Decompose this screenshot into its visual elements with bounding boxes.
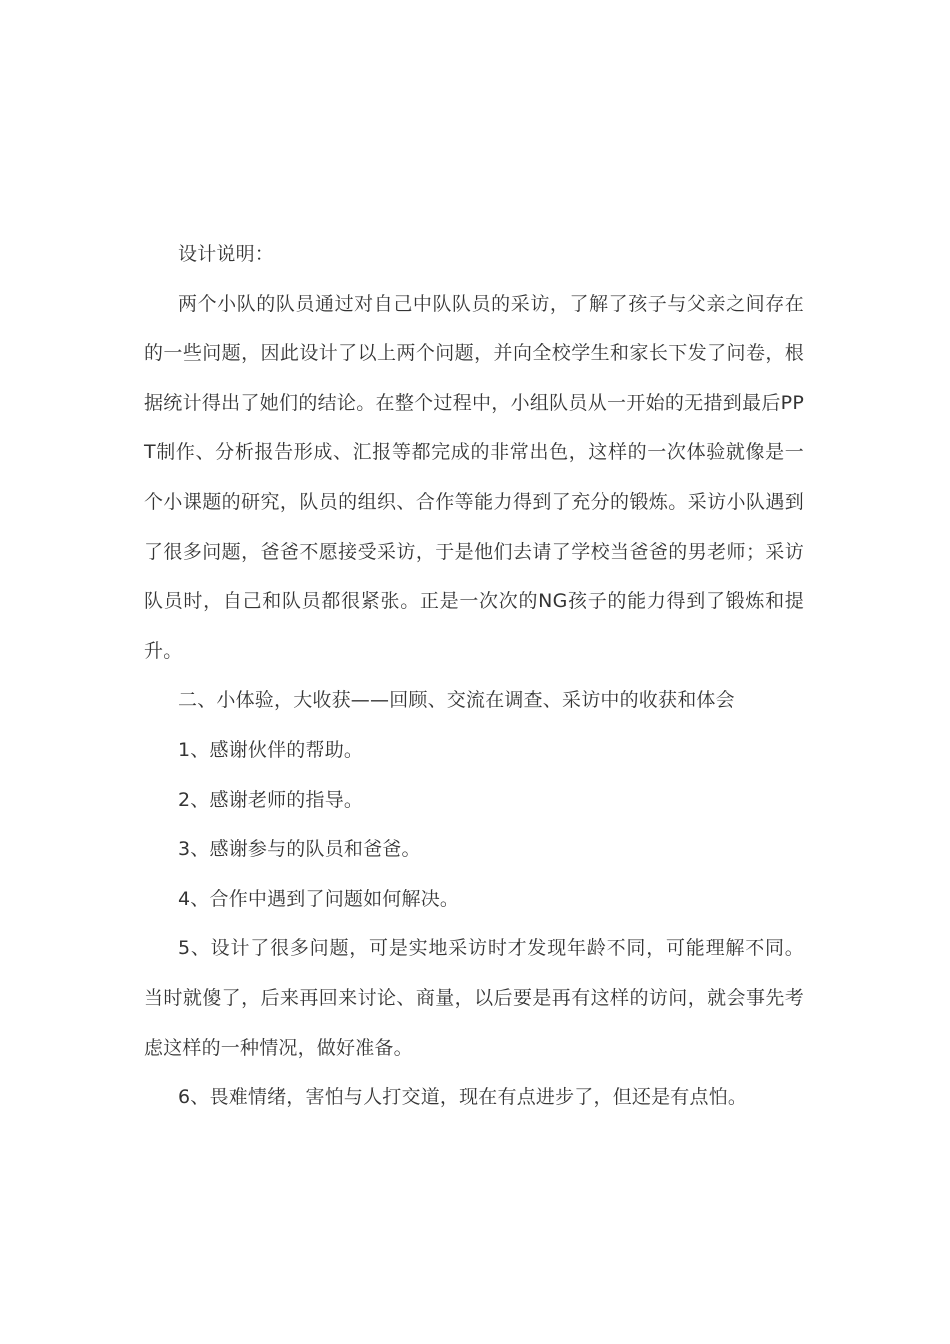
list-item-4: 4、合作中遇到了问题如何解决。 — [178, 887, 460, 910]
paragraph-design-description: 两个小队的队员通过对自己中队队员的采访，了解了孩子与父亲之间存在的一些问题，因此设计了以上两个问题，并向全校学生和家长下发了问卷，根据统计得出了她们的结论。在整个过程中，小组队员从一开始的无措到最后PPT制作、分析报告形成、汇报等都完成的非常出色，这样的一次体验就像是一个小课题的研究，队员的组织、合作等能力得到了充分的锻炼。采访小队遇到了很多问题，爸爸不愿接受采访，于是他们去请了学校当爸爸的男老师；采访队员时，自己和队员都很紧张。正是一次次的NG孩子的能力得到了锻炼和提升。 — [144, 292, 804, 662]
document-body — [144, 230, 804, 1123]
section-heading-design-notes: 设计说明： — [178, 243, 275, 265]
list-item-1: 1、感谢伙伴的帮助。 — [178, 738, 364, 761]
list-item-5: 5、设计了很多问题，可是实地采访时才发现年龄不同，可能理解不同。当时就傻了，后来再回来讨论、商量，以后要是再有这样的访问，就会事先考虑这样的一种情况，做好准备。 — [144, 937, 804, 1059]
list-item-6: 6、畏难情绪，害怕与人打交道，现在有点进步了，但还是有点怕。 — [178, 1086, 748, 1109]
list-item-3: 3、感谢参与的队员和爸爸。 — [178, 838, 421, 861]
section-heading-experience: 二、小体验，大收获——回顾、交流在调查、采访中的收获和体会 — [178, 689, 735, 712]
list-item-2: 2、感谢老师的指导。 — [178, 788, 364, 811]
